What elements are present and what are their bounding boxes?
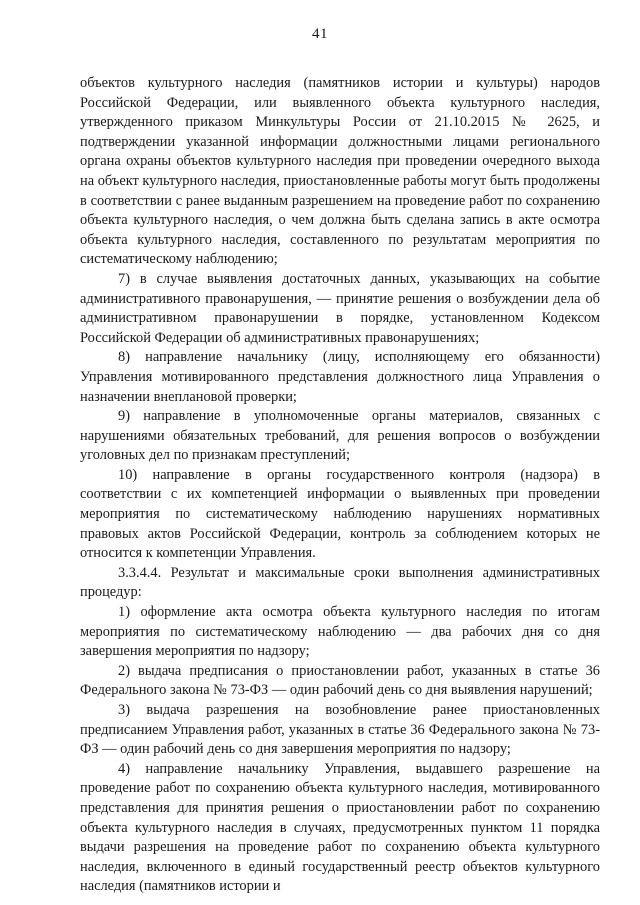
paragraph-item-7: 7) в случае выявления достаточных данных, указывающих на событие административного правонарушения, — принятие решения о возбуждении дела об административном правонарушении в порядке, установленном Кодексом Российской Федерации об административных правонарушениях;: [80, 270, 600, 346]
paragraph-result-4: 4) направление начальнику Управления, выдавшего разрешение на проведение работ по сохранению объекта культурного наследия, мотивированного представления для принятия решения о приостановлении работ по сохранению объекта культурного наследия в случаях, предусмотренных пунктом 11 порядка выдачи разрешения на проведение работ по сохранению объекта культурного наследия, включенного в единый государственный реестр объектов культурного наследия (памятников истории и: [80, 760, 600, 895]
paragraph-continuation: объектов культурного наследия (памятников истории и культуры) народов Российской Федерации, или выявленного объекта культурного наследия, утвержденного приказом Минкультуры России от 21.10.2015 № 2625, и подтверждении указанной информации должностными лицами регионального органа охраны объектов культурного наследия при проведении очередного выхода на объект культурного наследия, приостановленные работы могут быть продолжены в соответствии с ранее выданным разрешением на проведение работ по сохранению объекта культурного наследия, о чем должна быть сделана запись в акте осмотра объекта культурного наследия, составленного по результатам мероприятия по систематическому наблюдению;: [80, 75, 600, 268]
paragraph-item-8: 8) направление начальнику (лицу, исполняющему его обязанности) Управления мотивированного представления должностного лица Управления о назначении внеплановой проверки;: [80, 349, 600, 405]
paragraph-result-2: 2) выдача предписания о приостановлении работ, указанных в статье 36 Федерального закона № 73-ФЗ — один рабочий день со дня выявления нарушений;: [80, 662, 600, 699]
document-body: [80, 74, 600, 897]
page-number: 41: [312, 26, 328, 42]
paragraph-result-1: 1) оформление акта осмотра объекта культурного наследия по итогам мероприятия по систематическому наблюдению — два рабочих дня со дня завершения мероприятия по надзору;: [80, 604, 600, 660]
paragraph-item-9: 9) направление в уполномоченные органы материалов, связанных с нарушениями обязательных требований, для решения вопросов о возбуждении уголовных дел по признакам преступлений;: [80, 408, 600, 464]
paragraph-result-3: 3) выдача разрешения на возобновление ранее приостановленных предписанием Управления работ, указанных в статье 36 Федерального закона № 73-ФЗ — один рабочий день со дня завершения мероприятия по надзору;: [80, 702, 600, 758]
paragraph-item-10: 10) направление в органы государственного контроля (надзора) в соответствии с их компетенцией информации о выявленных при проведении мероприятия по систематическому наблюдению нарушениях нормативных правовых актов Российской Федерации, контроль за соблюдением которых не относится к компетенции Управления.: [80, 466, 600, 562]
paragraph-section-3-3-4-4: 3.3.4.4. Результат и максимальные сроки выполнения административных процедур:: [80, 564, 600, 601]
